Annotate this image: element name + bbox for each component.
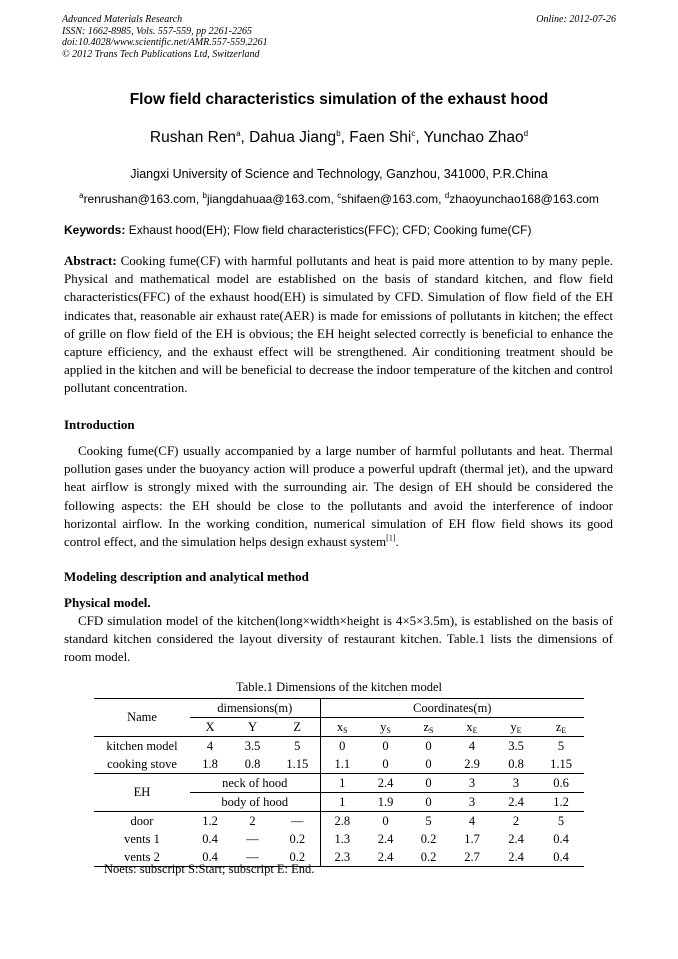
email-address[interactable]: shifaen@163.com: [341, 192, 439, 206]
col-group-coordinates: Coordinates(m): [320, 699, 584, 718]
author-list: Rushan Ren$^a$, Dahua Jiang$^b$, Faen Shi$^c$, Yunchao Zhao$^d$: [149, 128, 529, 146]
col-header-zs: zS: [407, 718, 450, 737]
journal-name: Advanced Materials Research: [62, 14, 183, 25]
author-mark: d: [523, 128, 529, 138]
table-caption: Table.1 Dimensions of the kitchen model: [235, 680, 443, 694]
citation-ref[interactable]: [1]: [386, 533, 396, 543]
col-header-xs: xS: [320, 718, 364, 737]
author-name: Faen Shi: [349, 129, 412, 146]
modeling-heading: Modeling description and analytical method: [64, 569, 309, 584]
affiliation: Jiangxi University of Science and Technology, Ganzhou, 341000, P.R.China: [130, 167, 548, 181]
email-address[interactable]: zhaoyunchao168@163.com: [449, 192, 599, 206]
col-header-ys: yS: [364, 718, 407, 737]
paper-title: Flow field characteristics simulation of the exhaust hood: [129, 91, 549, 108]
col-header-x: X: [190, 718, 230, 737]
journal-copyright: © 2012 Trans Tech Publications Ltd, Switzerland: [62, 48, 260, 60]
physical-model-paragraph: CFD simulation model of the kitchen(long×width×height is 4×5×3.5m), is established on the basis of standard kitchen considered the layout diversity of restaurant kitchen. Table.1 lists the dimensions of room model.: [64, 613, 613, 665]
keywords-text: Exhaust hood(EH); Flow field characteristics(FFC); CFD; Cooking fume(CF): [128, 223, 532, 237]
table-row: EH neck of hood 1 2.4 0 3 3 0.6: [94, 774, 584, 793]
dimensions-table: [94, 698, 584, 867]
table-note: Noets: subscript S:Start; subscript E: End.: [104, 862, 315, 876]
abstract-text: Cooking fume(CF) with harmful pollutants and heat is paid more attention to by many peple. Physical and mathematical model are established on the basis of standard kitchen, and flow field characteristics(FFC) of the exhaust hood(EH) is simulated by CFD. Simulation of flow field of the EH indicates that, reasonable air exhaust rate(AER) is made for emissions of pollutants in kitchen; the effect of grille on flow field of the EH is obvious; the EH height selected correctly is beneficial to enhance the capture efficiency, and the exhaust effect will be strengthened. Air conditioning treatment should be applied in the kitchen and will be beneficial to decrease the indoor temperature of the kitchen and control pollutant concentration.: [64, 253, 613, 396]
author-name: Dahua Jiang: [249, 129, 337, 146]
table-row: body of hood 1 1.9 0 3 2.4 1.2: [94, 793, 584, 812]
table-row: kitchen model 4 3.5 5 0 0 0 4 3.5 5: [94, 737, 584, 756]
col-header-name: Name: [94, 699, 190, 737]
physical-model-heading: Physical model.: [64, 595, 151, 610]
author-mark: c: [411, 128, 416, 138]
abstract: [64, 252, 613, 398]
author-mark: b: [336, 128, 341, 138]
journal-doi: doi:10.4028/www.scientific.net/AMR.557-559.2261: [62, 37, 268, 48]
online-date: Online: 2012-07-26: [536, 14, 616, 25]
col-header-z: Z: [275, 718, 320, 737]
table-row: door 1.2 2 — 2.8 0 5 4 2 5: [94, 812, 584, 831]
author-mark: a: [236, 128, 241, 138]
introduction-paragraph: [64, 442, 613, 551]
col-header-ze: zE: [538, 718, 584, 737]
col-header-ye: yE: [494, 718, 538, 737]
journal-header: [62, 14, 618, 60]
col-group-dimensions: dimensions(m): [190, 699, 320, 718]
email-mark: a: [79, 191, 84, 200]
keywords-label: Keywords:: [64, 223, 126, 237]
email-address[interactable]: jiangdahuaa@163.com: [206, 192, 331, 206]
email-list: $^a$renrushan@163.com, $^b$jiangdahuaa@163.com, $^c$shifaen@163.com, $^d$zhaoyunchao168@163.com: [79, 191, 599, 206]
table-row: cooking stove 1.8 0.8 1.15 1.1 0 0 2.9 0.8 1.15: [94, 755, 584, 774]
journal-issn: ISSN: 1662-8985, Vols. 557-559, pp 2261-2265: [62, 25, 252, 37]
email-mark: d: [444, 191, 450, 200]
introduction-heading: Introduction: [64, 417, 135, 432]
email-mark: c: [337, 191, 342, 200]
author-name: Rushan Ren: [149, 129, 237, 146]
abstract-label: Abstract:: [64, 253, 117, 268]
email-mark: b: [202, 191, 207, 200]
introduction-text: Cooking fume(CF) usually accompanied by a large number of harmful pollutants and heat. Thermal pollution gases under the buoyancy action will produce a powerful updraft (thermal jet), and the upward heat airflow is strongly mixed with the surrounding air. The design of EH should be considered the following aspects: the EH should be close to the pollutants and avoid the interference of indoor horizontal airflow. In the working condition, numerical simulation of EH flow field shows its good control effect, and the simulation helps design exhaust system: [64, 443, 613, 550]
email-address[interactable]: renrushan@163.com: [83, 192, 196, 206]
author-name: Yunchao Zhao: [423, 129, 524, 146]
table-row: vents 2 0.4 — 0.2 2.3 2.4 0.2 2.7 2.4 0.4: [94, 848, 584, 867]
col-header-xe: xE: [450, 718, 494, 737]
table-row: vents 1 0.4 — 0.2 1.3 2.4 0.2 1.7 2.4 0.4: [94, 830, 584, 848]
introduction-end: .: [395, 534, 399, 550]
keywords: [64, 223, 620, 237]
col-header-y: Y: [230, 718, 275, 737]
